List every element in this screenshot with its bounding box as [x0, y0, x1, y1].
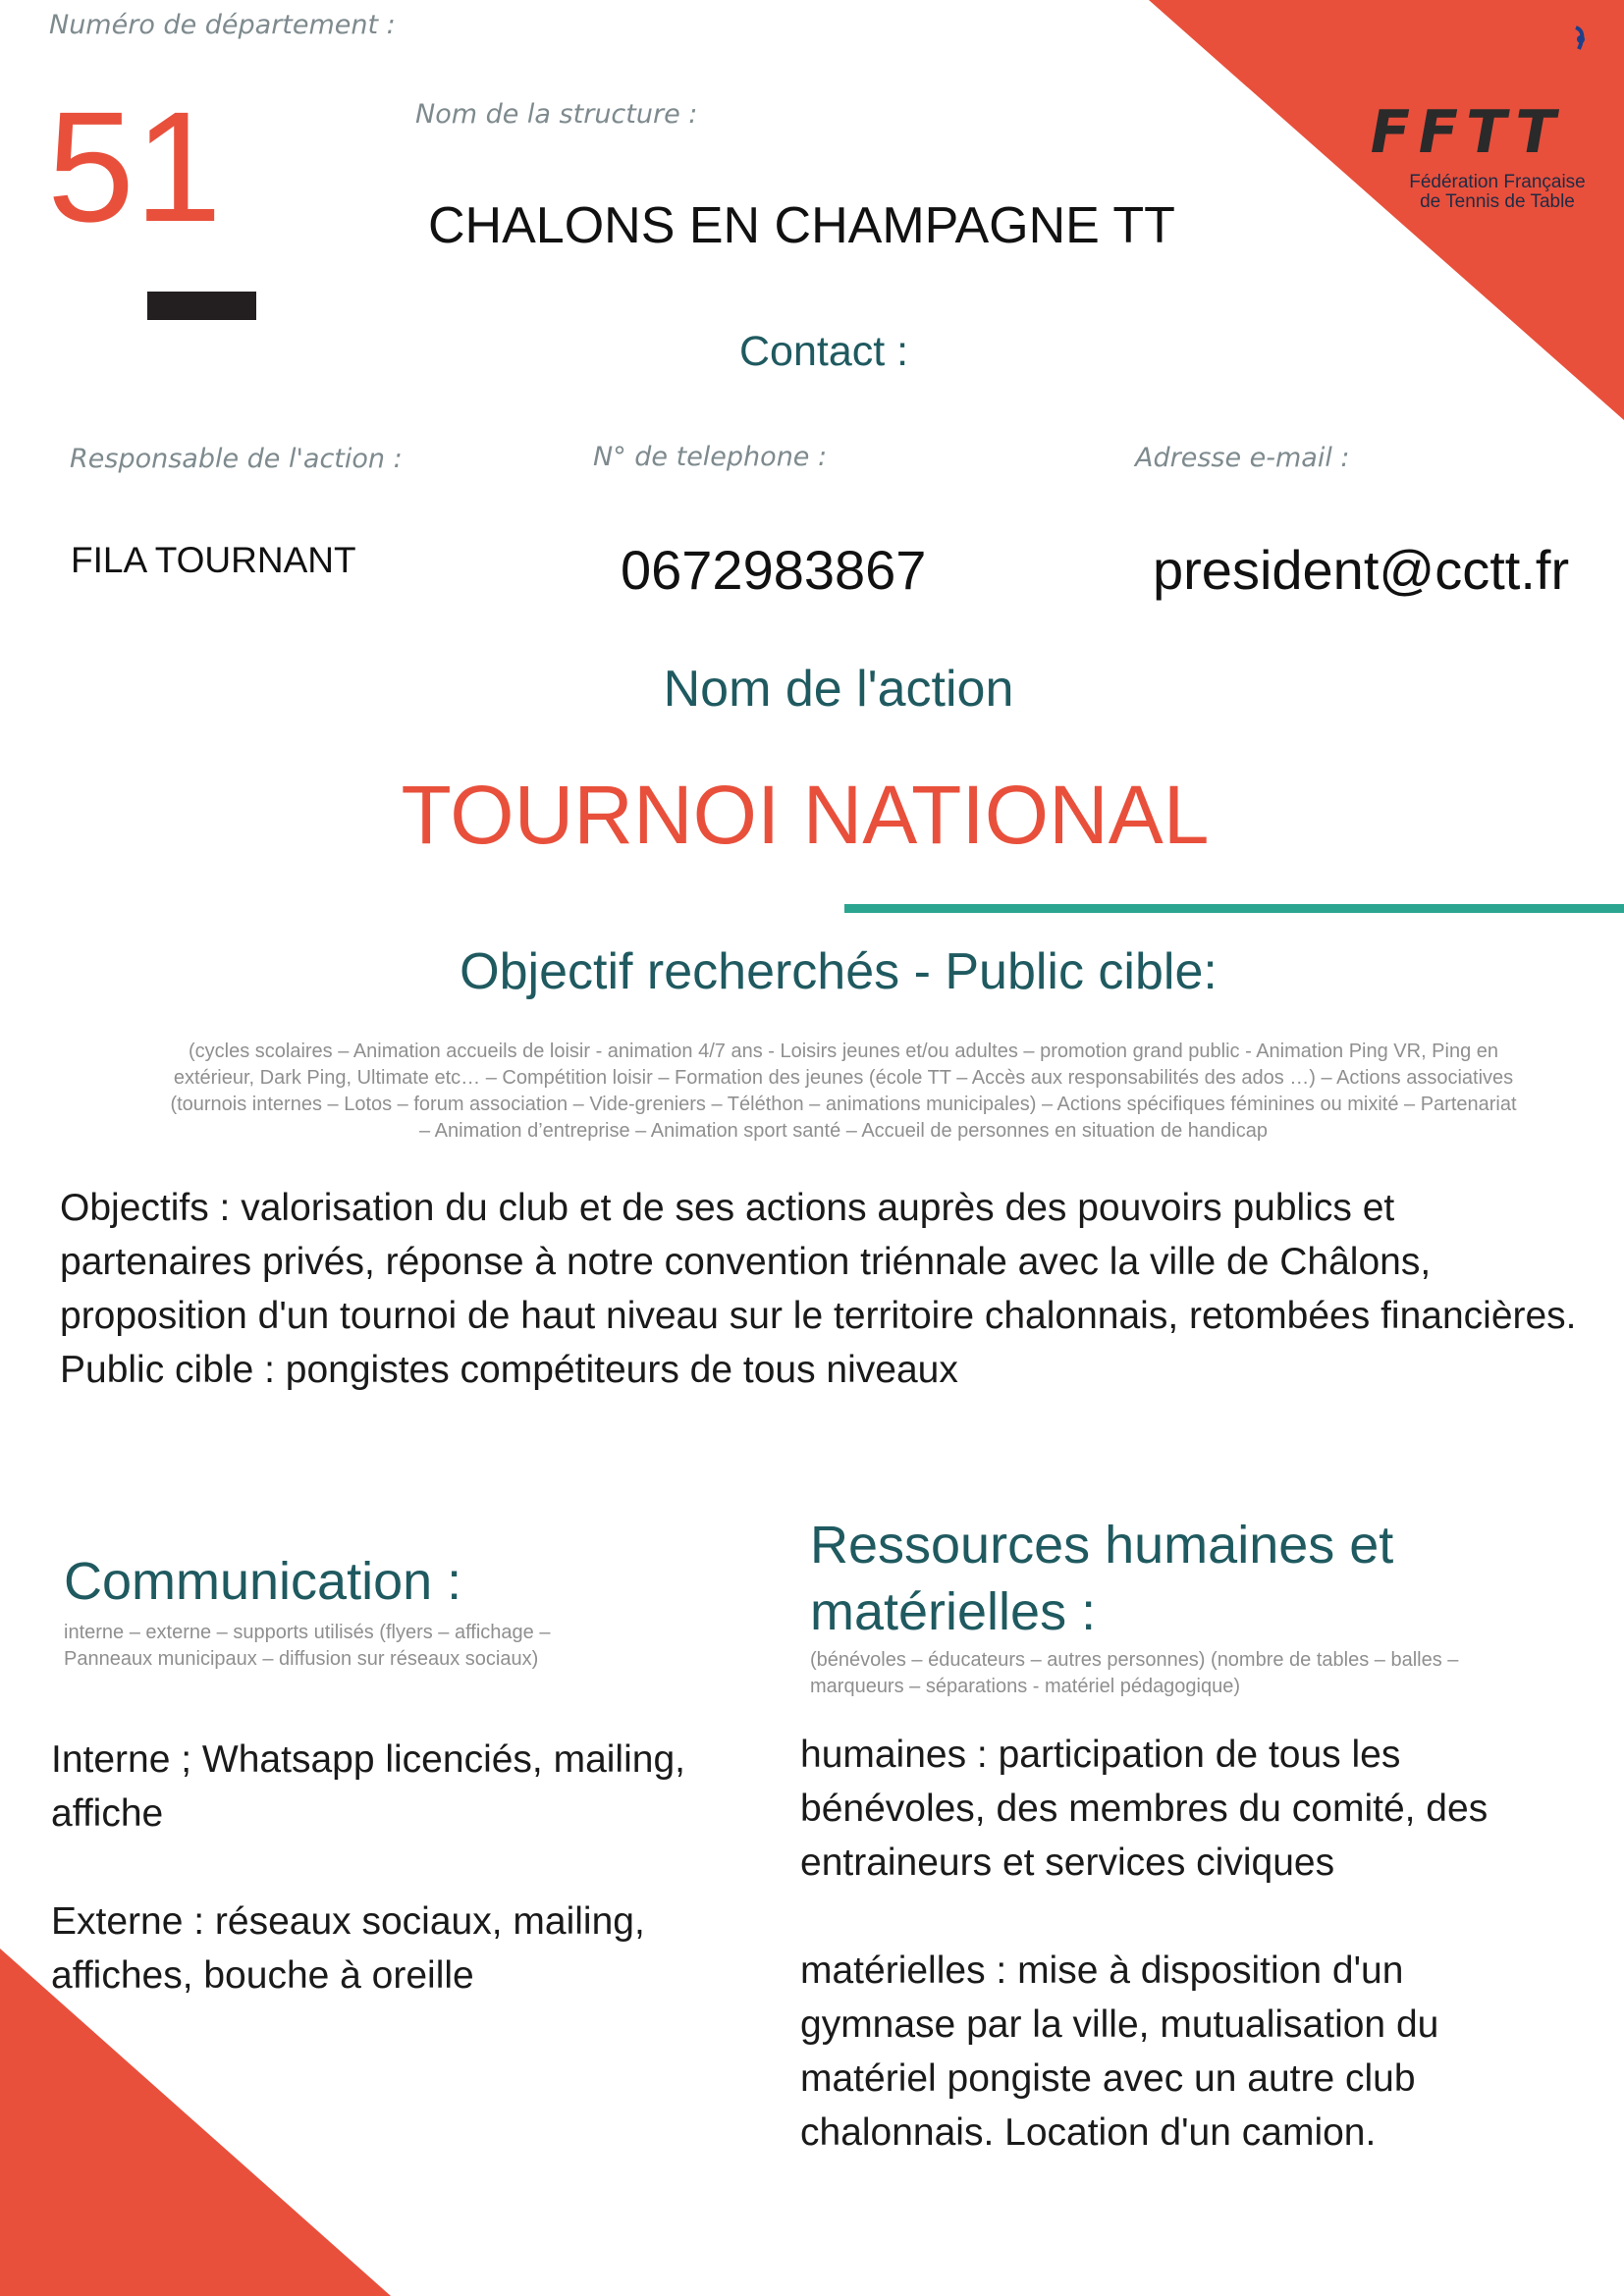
responsable-label: Responsable de l'action : [70, 444, 403, 474]
action-label: Nom de l'action [663, 661, 1014, 718]
fftt-logo [1355, 10, 1610, 212]
communication-heading: Communication : [64, 1552, 462, 1611]
structure-name: CHALONS EN CHAMPAGNE TT [428, 197, 1175, 254]
resources-text: humaines : participation de tous les bénévoles, des membres du comité, des entraineurs et services civiques matérielles : mise à disposition d'un gymnase par la ville, mutualisation du matériel pongiste avec un autre club chalonnais. Location d'un camion. [800, 1734, 1489, 2154]
email-value: president@cctt.fr [1153, 539, 1570, 601]
resources-heading: Ressources humaines et matérielles : [810, 1516, 1394, 1641]
communication-hint: interne – externe – supports utilisés (flyers – affichage – Panneaux municipaux – diffusion sur réseaux sociaux) [64, 1622, 551, 1670]
fftt-wordmark: FFTT [1363, 98, 1570, 167]
phone-label: N° de telephone : [593, 442, 828, 472]
department-label: Numéro de département : [49, 10, 396, 40]
responsable-value: FILA TOURNANT [71, 540, 356, 580]
objectives-heading: Objectif recherchés - Public cible: [460, 943, 1218, 1000]
action-name: TOURNOI NATIONAL [401, 769, 1210, 861]
structure-label: Nom de la structure : [415, 99, 698, 130]
department-underline-bar [147, 292, 256, 320]
email-label: Adresse e-mail : [1135, 443, 1350, 473]
communication-text: Interne ; Whatsapp licenciés, mailing, affiche Externe : réseaux sociaux, mailing, affiches, bouche à oreille [51, 1738, 685, 1997]
fftt-name-line1: Fédération Française [1409, 172, 1586, 192]
action-teal-bar [844, 904, 1624, 913]
objectives-text: Objectifs : valorisation du club et de ses actions auprès des pouvoirs publics et partenaires privés, réponse à notre convention triénnale avec la ville de Châlons, proposition d'un tournoi de haut niveau sur le territoire chalonnais, retombées financières. Public cible : pongistes compétiteurs de tous niveaux [60, 1187, 1577, 1391]
fftt-name-line2: de Tennis de Table [1420, 191, 1575, 212]
department-number: 51 [47, 79, 222, 254]
contact-heading: Contact : [739, 328, 909, 375]
resources-hint: (bénévoles – éducateurs – autres personnes) (nombre de tables – balles – marqueurs – séparations - matériel pédagogique) [810, 1649, 1459, 1697]
phone-value: 0672983867 [621, 539, 927, 601]
objectives-hint: (cycles scolaires – Animation accueils de loisir - animation 4/7 ans - Loisirs jeunes et/ou adultes – promotion grand public - Animation Ping VR, Ping en extérieur, Dark Ping, Ultimate etc… – Compétition loisir – Formation des jeunes (école TT – Accès aux responsabilités des ados …) – Actions associatives (tournois internes – Lotos – forum association – Vide-greniers – Téléthon – animations municipales) – Actions spécifiques féminines ou mixité – Partenariat – Animation d’entreprise – Animation sport santé – Accueil de personnes en situation de handicap [170, 1041, 1517, 1142]
